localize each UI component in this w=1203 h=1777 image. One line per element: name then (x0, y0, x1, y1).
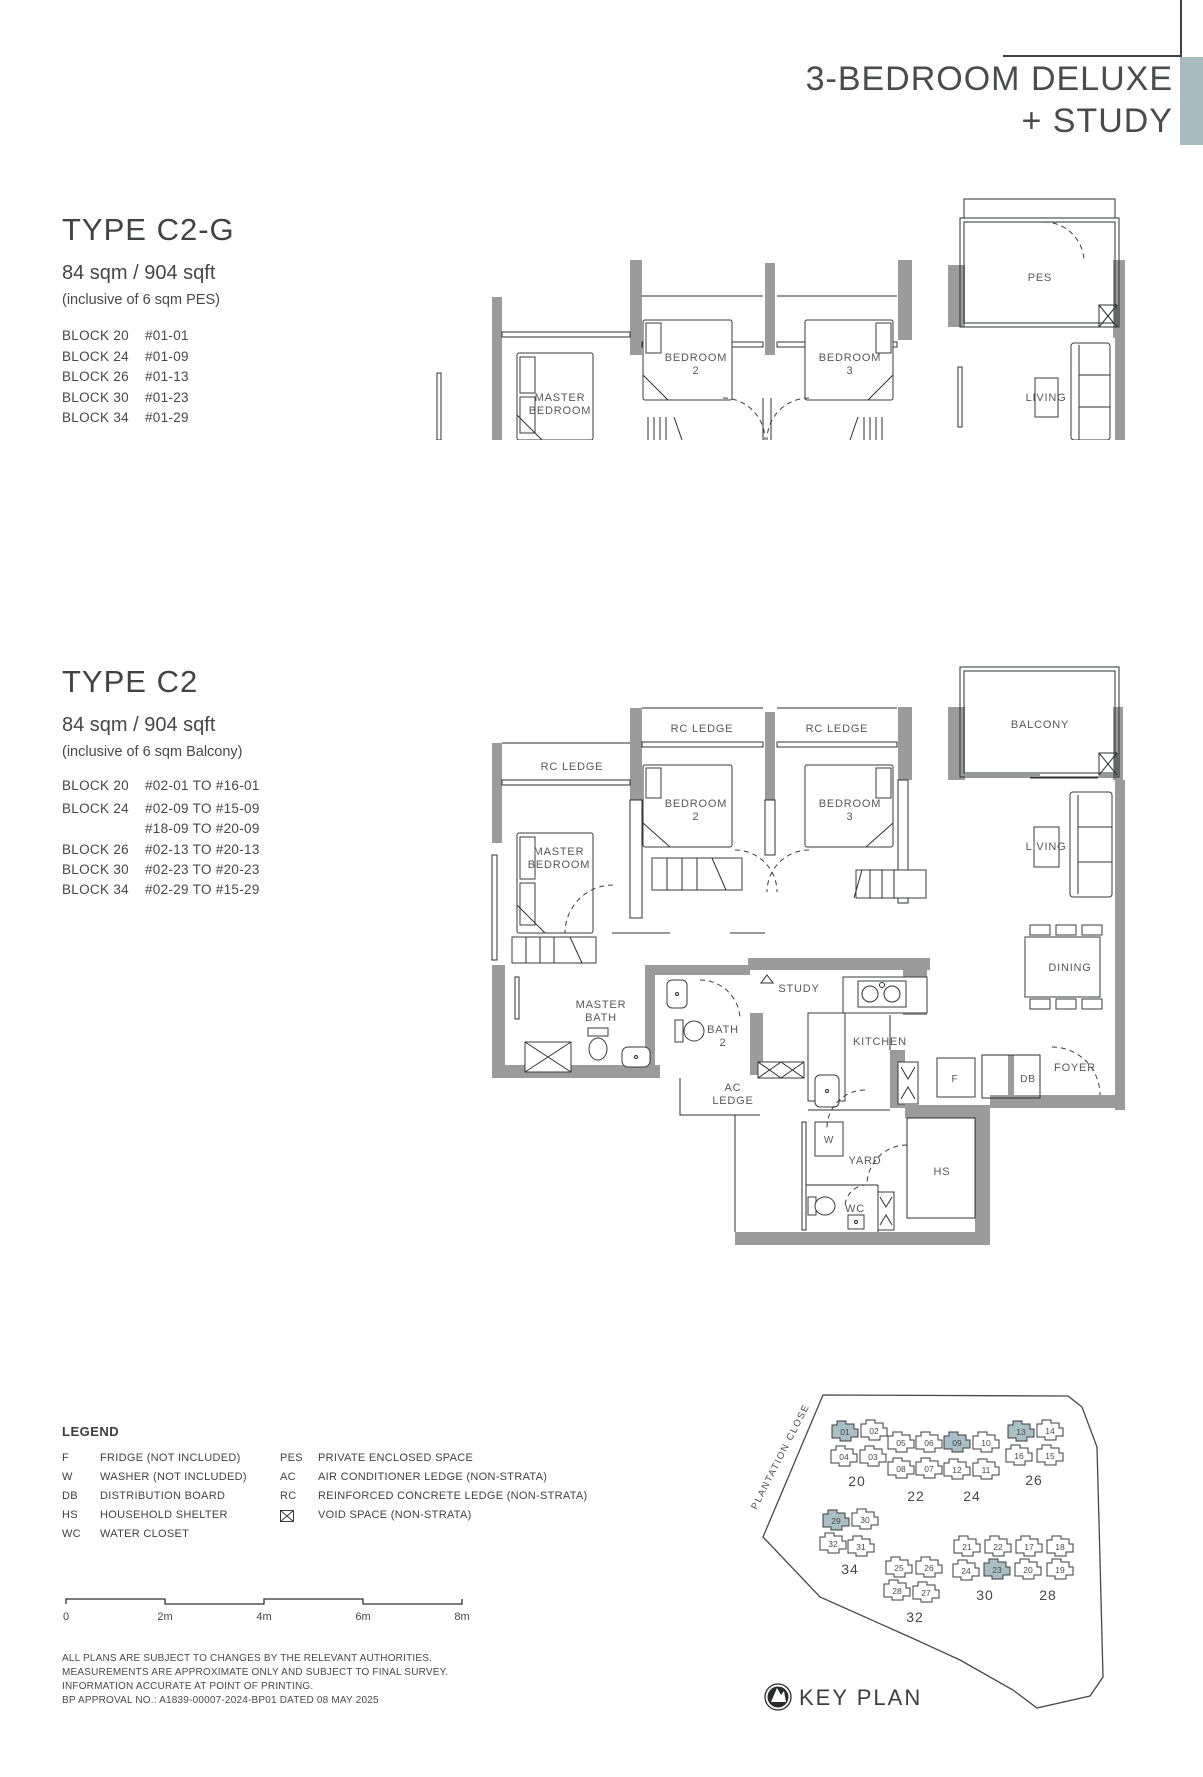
legend-label: WATER CLOSET (100, 1528, 190, 1540)
keyplan-unit-number: 32 (828, 1539, 838, 1549)
scale-tick: 8m (454, 1611, 470, 1623)
keyplan-block-label: 20 (848, 1473, 866, 1489)
room-label-bath2: BATH (707, 1024, 739, 1036)
void-space-icon (280, 1510, 294, 1522)
block-label: BLOCK 30 (62, 862, 129, 877)
legend-label: WASHER (NOT INCLUDED) (100, 1471, 247, 1483)
scale-tick: 4m (256, 1611, 272, 1623)
page-title (806, 58, 1173, 142)
scale-tick: 2m (157, 1611, 173, 1623)
legend-key: F (62, 1452, 70, 1464)
type-c2-area: 84 sqm / 904 sqft (62, 714, 216, 736)
svg-text:BEDROOM: BEDROOM (528, 405, 592, 417)
legend-label: HOUSEHOLD SHELTER (100, 1509, 228, 1521)
keyplan-unit-number: 14 (1045, 1426, 1055, 1436)
room-label-washer: W (823, 1135, 835, 1146)
north-logo-icon (765, 1684, 791, 1710)
block-label: BLOCK 24 (62, 801, 129, 816)
disclaimer-line: INFORMATION ACCURATE AT POINT OF PRINTING. (62, 1681, 314, 1692)
disclaimer-line: MEASUREMENTS ARE APPROXIMATE ONLY AND SUBJECT TO FINAL SURVEY. (62, 1667, 449, 1678)
wardrobe (854, 870, 926, 898)
legend-key: HS (62, 1509, 78, 1521)
unit-range: #02-23 TO #20-23 (145, 862, 260, 877)
legend-label: FRIDGE (NOT INCLUDED) (100, 1452, 241, 1464)
sink (848, 1215, 864, 1229)
svg-text:BEDROOM: BEDROOM (527, 859, 591, 871)
room-label-kitchen: KITCHEN (853, 1036, 907, 1048)
unit-range: #02-09 TO #15-09 (145, 801, 260, 816)
keyplan-unit-number: 23 (992, 1565, 1002, 1575)
wardrobe (512, 937, 596, 963)
block-label: BLOCK 34 (62, 410, 129, 425)
legend-label: DISTRIBUTION BOARD (100, 1490, 226, 1502)
legend-label: AIR CONDITIONER LEDGE (NON-STRATA) (318, 1471, 548, 1483)
wardrobe (652, 858, 742, 890)
keyplan-unit-number: 06 (924, 1438, 934, 1448)
sofa (1070, 792, 1112, 897)
svg-text:2: 2 (692, 811, 700, 823)
room-label-pes: PES (1027, 272, 1053, 284)
keyplan-unit-number: 13 (1016, 1427, 1026, 1437)
keyplan-unit-number: 22 (993, 1542, 1003, 1552)
unit-range: #01-13 (145, 369, 189, 384)
room-label-balcony: BALCONY (1010, 719, 1070, 731)
type-c2-note: (inclusive of 6 sqm Balcony) (62, 744, 243, 760)
room-label-bedroom2: BEDROOM (664, 352, 728, 364)
keyplan-units (820, 1420, 1073, 1625)
room-label-foyer: FOYER (1054, 1062, 1096, 1074)
block-label: BLOCK 20 (62, 328, 129, 343)
room-label-living: LIVING (1025, 392, 1067, 404)
keyplan-block-label: 32 (906, 1609, 924, 1625)
keyplan-unit-number: 27 (921, 1588, 931, 1598)
legend-key: DB (62, 1490, 78, 1502)
unit-range: #02-13 TO #20-13 (145, 842, 260, 857)
keyplan-unit-number: 26 (924, 1563, 934, 1573)
keyplan-unit-number: 04 (839, 1452, 849, 1462)
shower (525, 1042, 571, 1072)
keyplan-unit-number: 05 (896, 1438, 906, 1448)
legend-key: PES (280, 1452, 303, 1464)
keyplan-unit-number: 09 (952, 1438, 962, 1448)
key-plan (660, 1380, 1203, 1777)
room-label-living: LIVING (1025, 841, 1067, 853)
keyplan-unit-number: 20 (1023, 1565, 1033, 1575)
unit-range: #02-01 TO #16-01 (145, 778, 260, 793)
room-label-master-bedroom: MASTER (533, 846, 585, 858)
legend-key: RC (280, 1490, 297, 1502)
keyplan-unit-number: 16 (1014, 1451, 1024, 1461)
page-title-line2: + STUDY (1021, 102, 1173, 140)
svg-text:BATH: BATH (585, 1012, 617, 1024)
svg-text:2: 2 (719, 1037, 727, 1049)
floor-plan-c2g (430, 185, 1135, 440)
unit-range: #01-01 (145, 328, 189, 343)
unit-range: #02-29 TO #15-29 (145, 882, 260, 897)
svg-text:LEDGE: LEDGE (712, 1095, 754, 1107)
keyplan-unit-number: 19 (1055, 1565, 1065, 1575)
legend-key: W (62, 1471, 73, 1483)
block-label: BLOCK 26 (62, 369, 129, 384)
block-label: BLOCK 30 (62, 390, 129, 405)
room-label-bedroom3: BEDROOM (818, 352, 882, 364)
toilet (808, 1197, 835, 1215)
svg-text:2: 2 (692, 365, 700, 377)
type-c2g-name: TYPE C2-G (62, 212, 235, 247)
toilet (675, 1020, 704, 1042)
keyplan-unit-number: 03 (868, 1452, 878, 1462)
page-title-line1: 3-BEDROOM DELUXE (805, 60, 1173, 98)
room-label-bedroom2: BEDROOM (664, 798, 728, 810)
room-label-rc-ledge: RC LEDGE (805, 723, 869, 735)
room-label-wc: WC (845, 1203, 865, 1215)
block-label: BLOCK 24 (62, 349, 129, 364)
svg-text:3: 3 (846, 365, 854, 377)
keyplan-unit-number: 12 (952, 1465, 962, 1475)
keyplan-unit-number: 07 (924, 1464, 934, 1474)
room-label-ac-ledge: AC (724, 1082, 742, 1094)
room-label-hs: HS (933, 1166, 951, 1178)
legend-title: LEGEND (62, 1424, 120, 1439)
keyplan-unit-number: 25 (894, 1563, 904, 1573)
keyplan-block-label: 28 (1039, 1587, 1057, 1603)
disclaimer (62, 1652, 448, 1708)
keyplan-block-label: 30 (976, 1587, 994, 1603)
scale-tick: 0 (62, 1611, 70, 1623)
block-label: BLOCK 34 (62, 882, 129, 897)
room-label-rc-ledge: RC LEDGE (540, 761, 604, 773)
keyplan-unit-number: 15 (1045, 1451, 1055, 1461)
keyplan-block-label: 26 (1025, 1472, 1043, 1488)
unit-range: #01-09 (145, 349, 189, 364)
vent-shaft (878, 1192, 894, 1230)
legend-label: REINFORCED CONCRETE LEDGE (NON-STRATA) (318, 1490, 588, 1502)
vent-shaft (898, 1062, 918, 1104)
scale-bar (40, 1592, 480, 1632)
sofa (1071, 343, 1110, 440)
floor-plan-c2 (430, 585, 1135, 1250)
legend-key: WC (62, 1528, 81, 1540)
keyplan-unit-number: 08 (896, 1464, 906, 1474)
keyplan-unit-number: 30 (860, 1515, 870, 1525)
room-label-db: DB (1020, 1074, 1036, 1085)
block-label: BLOCK 20 (62, 778, 129, 793)
keyplan-unit-number: 24 (961, 1566, 971, 1576)
room-label-master-bedroom: MASTER (534, 392, 586, 404)
legend-label: PRIVATE ENCLOSED SPACE (318, 1452, 474, 1464)
type-c2g-area: 84 sqm / 904 sqft (62, 262, 216, 284)
room-label-master-bath: MASTER (575, 999, 627, 1011)
legend-label: VOID SPACE (NON-STRATA) (318, 1509, 472, 1521)
keyplan-block-label: 24 (963, 1488, 981, 1504)
unit-range: #01-29 (145, 410, 189, 425)
room-label-study: STUDY (778, 983, 820, 995)
keyplan-unit-number: 29 (831, 1516, 841, 1526)
sink (667, 980, 687, 1008)
room-label-dining: DINING (1048, 962, 1092, 974)
type-c2-name: TYPE C2 (62, 664, 199, 699)
svg-text:3: 3 (846, 811, 854, 823)
header-rule-horizontal (1003, 55, 1181, 57)
toilet (588, 1028, 608, 1060)
keyplan-unit-number: 11 (981, 1465, 991, 1475)
header-accent (1180, 57, 1203, 145)
block-label: BLOCK 26 (62, 842, 129, 857)
ac-ledge-grille (758, 1062, 804, 1078)
disclaimer-line: ALL PLANS ARE SUBJECT TO CHANGES BY THE RELEVANT AUTHORITIES. (62, 1653, 433, 1664)
scale-tick: 6m (355, 1611, 371, 1623)
keyplan-unit-number: 18 (1055, 1542, 1065, 1552)
header-rule-vertical (1180, 0, 1182, 57)
keyplan-block-label: 34 (841, 1561, 859, 1577)
keyplan-unit-number: 28 (892, 1586, 902, 1596)
keyplan-unit-number: 10 (981, 1438, 991, 1448)
room-label-bedroom3: BEDROOM (818, 798, 882, 810)
room-label-yard: YARD (848, 1155, 882, 1167)
unit-range: #18-09 TO #20-09 (145, 821, 260, 836)
street-label: PLANTATION CLOSE (749, 1402, 813, 1512)
type-c2g-note: (inclusive of 6 sqm PES) (62, 292, 220, 308)
keyplan-unit-number: 31 (856, 1542, 866, 1552)
unit-range: #01-23 (145, 390, 189, 405)
legend-key: AC (280, 1471, 296, 1483)
keyplan-unit-number: 21 (962, 1542, 972, 1552)
keyplan-unit-number: 17 (1024, 1542, 1034, 1552)
keyplan-block-label: 22 (907, 1488, 925, 1504)
keyplan-unit-number: 02 (869, 1426, 879, 1436)
keyplan-title: KEY PLAN (799, 1685, 923, 1710)
disclaimer-line: BP APPROVAL NO.: A1839-00007-2024-BP01 DATED 08 MAY 2025 (62, 1695, 379, 1706)
keyplan-unit-number: 01 (840, 1427, 850, 1437)
sink (622, 1047, 650, 1067)
room-label-fridge: F (951, 1074, 959, 1085)
room-label-rc-ledge: RC LEDGE (670, 723, 734, 735)
